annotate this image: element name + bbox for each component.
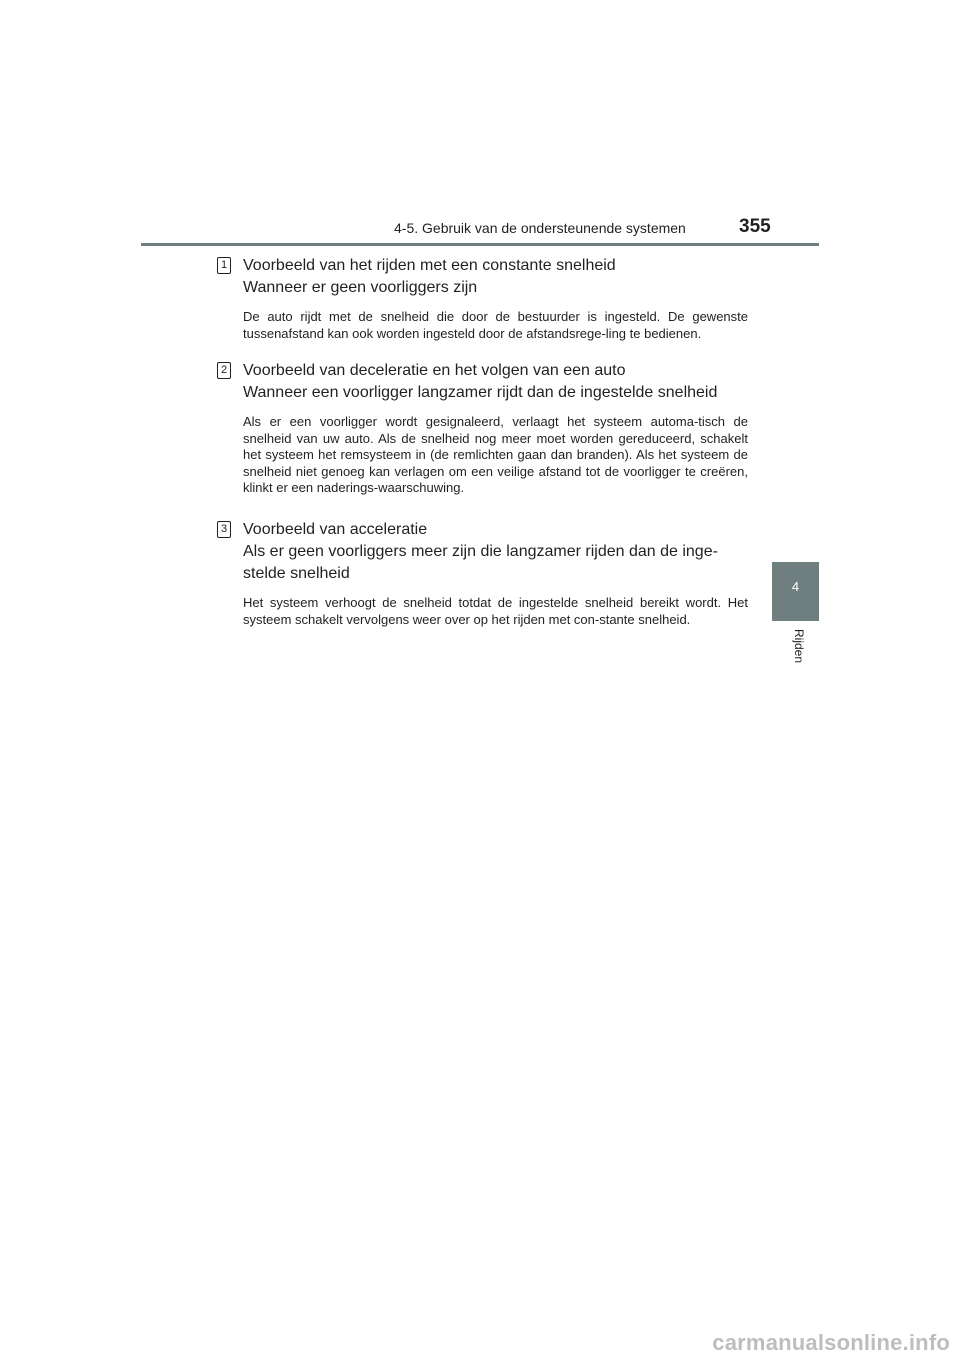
item-title-line: Voorbeeld van acceleratie (243, 521, 428, 538)
item-description: Als er een voorligger wordt gesignaleerd, verlaagt het systeem automa-tisch de snelheid van uw auto. Als de snelheid nog meer moet worden gereduceerd, schakelt het systeem het remsysteem in (de remlichten gaan dan branden). Als het systeem de snelheid niet genoeg kan verlagen om een veilige afstand tot de voorligger te creëren, klinkt er een naderings-waarschuwing. (243, 414, 748, 495)
item-title-line: Voorbeeld van het rijden met een constante snelheid (243, 257, 616, 274)
item-subtitle-line: Als er geen voorliggers meer zijn die langzamer rijden dan de inge-stelde snelheid (243, 543, 718, 582)
item-number-badge: 2 (217, 362, 231, 379)
header-divider (141, 243, 819, 246)
section-title: 4-5. Gebruik van de ondersteunende systemen (394, 220, 686, 236)
list-item (220, 255, 748, 342)
item-title-line: Voorbeeld van deceleratie en het volgen van een auto (243, 362, 626, 379)
chapter-label: Rijden (792, 629, 806, 664)
item-description: De auto rijdt met de snelheid die door de bestuurder is ingesteld. De gewenste tussenafstand kan ook worden ingesteld door de afstandsrege-ling te bedienen. (243, 309, 748, 341)
item-description: Het systeem verhoogt de snelheid totdat de ingestelde snelheid bereikt wordt. Het systeem schakelt vervolgens weer over op het rijden met con-stante snelheid. (243, 595, 748, 627)
chapter-tab: 4 (772, 562, 819, 621)
list-item (220, 360, 748, 497)
page-number: 355 (739, 216, 771, 237)
item-subtitle-line: Wanneer er geen voorliggers zijn (243, 279, 478, 296)
item-title (243, 519, 748, 585)
item-title (243, 360, 748, 404)
item-title (243, 255, 748, 299)
item-subtitle-line: Wanneer een voorligger langzamer rijdt dan de ingestelde snelheid (243, 384, 718, 401)
site-watermark: carmanualsonline.info (712, 1330, 950, 1355)
item-number-badge: 1 (217, 257, 231, 274)
item-number-badge: 3 (217, 521, 231, 538)
list-item (220, 519, 748, 628)
